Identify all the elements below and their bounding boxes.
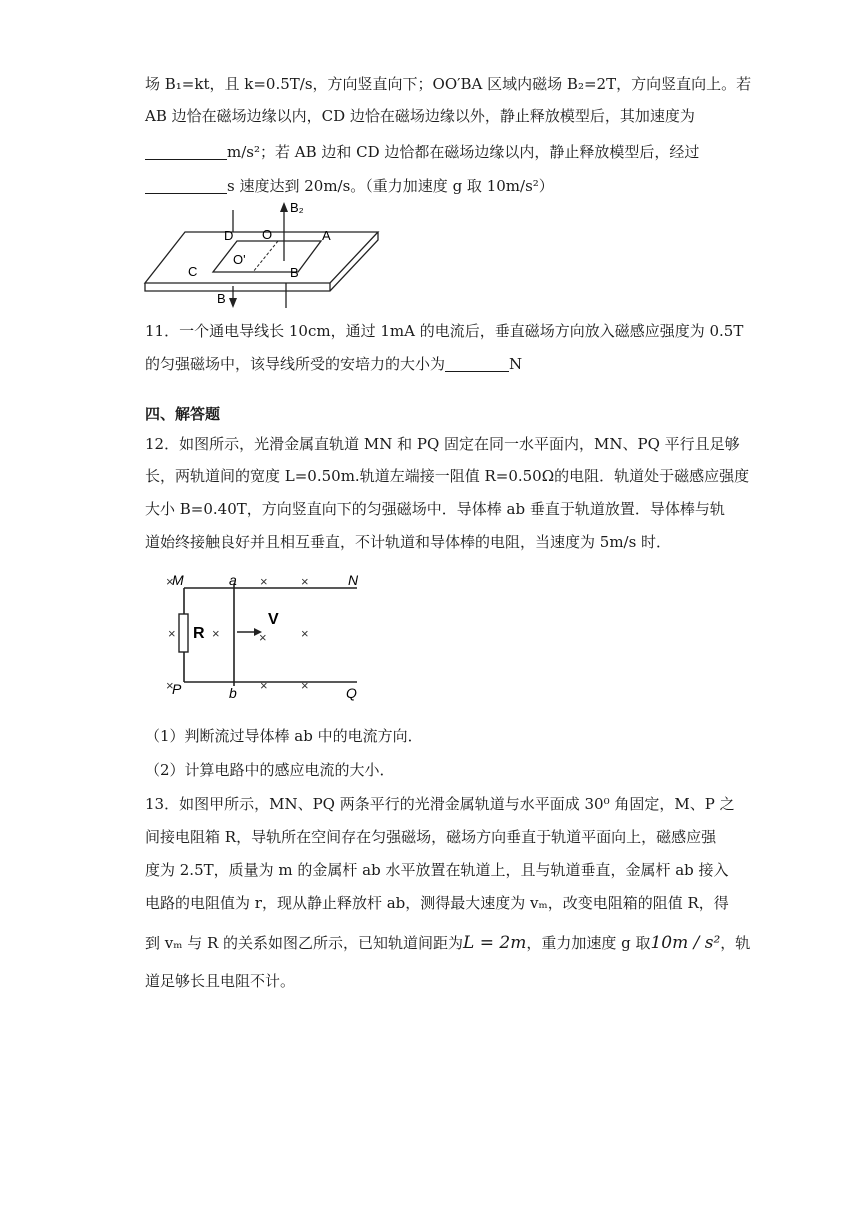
label-b2: B₂ bbox=[290, 200, 304, 215]
q10-text-line-1: 场 B₁=kt，且 k=0.5T/s，方向竖直向下；OO′BA 区域内磁场 B₂=2T，方向竖直向上。若 bbox=[145, 75, 752, 93]
q11-text-line-2 bbox=[145, 354, 522, 374]
label-a: A bbox=[322, 228, 331, 243]
label-b1: B bbox=[217, 291, 226, 306]
field-cross: × bbox=[301, 574, 309, 589]
q13-text-line-2: 间接电阻箱 R，导轨所在空间存在匀强磁场，磁场方向垂直于轨道平面向上，磁感应强 bbox=[145, 828, 717, 846]
q10-text-line-4 bbox=[145, 176, 554, 196]
field-cross: × bbox=[166, 678, 174, 693]
q11-line2-text: 的匀强磁场中，该导线所受的安培力的大小为 bbox=[145, 355, 446, 373]
q10-line3-text: m/s²；若 AB 边和 CD 边恰都在磁场边缘以内，静止释放模型后，经过 bbox=[227, 143, 700, 161]
field-cross: × bbox=[260, 678, 268, 693]
field-cross: × bbox=[212, 626, 220, 641]
q12-text-line-2: 长，两轨道间的宽度 L=0.50m.轨道左端接一阻值 R=0.50Ω的电阻．轨道处于磁感应强度 bbox=[145, 467, 750, 485]
q10-text-line-2: AB 边恰在磁场边缘以内，CD 边恰在磁场边缘以外，静止释放模型后，其加速度为 bbox=[145, 107, 695, 125]
q13-text-line-3: 度为 2.5T，质量为 m 的金属杆 ab 水平放置在轨道上，且与轨道垂直，金属杆 ab 接入 bbox=[145, 861, 729, 879]
q13-text-line-5 bbox=[145, 933, 750, 953]
q12-text-line-4: 道始终接触良好并且相互垂直，不计轨道和导体棒的电阻，当速度为 5m/s 时． bbox=[145, 533, 672, 551]
field-cross: × bbox=[301, 678, 309, 693]
q12-figure-rail-circuit bbox=[162, 566, 372, 704]
answer-blank-ampere-force[interactable] bbox=[445, 355, 509, 372]
label-p: P bbox=[172, 681, 182, 697]
field-cross: × bbox=[168, 626, 176, 641]
field-cross: × bbox=[166, 574, 174, 589]
q12-sub-question-1: （1）判断流过导体棒 ab 中的电流方向． bbox=[145, 727, 423, 745]
q11-text-line-1: 11．一个通电导线长 10cm，通过 1mA 的电流后，垂直磁场方向放入磁感应强度为 0.5T bbox=[145, 322, 744, 340]
resistor-r bbox=[179, 614, 188, 652]
q13-line5-text-b: ，重力加速度 g 取 bbox=[526, 934, 651, 952]
q12-sub-question-2: （2）计算电路中的感应电流的大小． bbox=[145, 761, 395, 779]
label-b: b bbox=[229, 685, 237, 701]
label-v: V bbox=[268, 611, 279, 628]
label-d: D bbox=[224, 228, 234, 243]
label-q: Q bbox=[346, 685, 357, 701]
field-cross: × bbox=[259, 630, 267, 645]
q11-unit: N bbox=[509, 355, 523, 373]
q13-text-line-1: 13．如图甲所示，MN、PQ 两条平行的光滑金属轨道与水平面成 30⁰ 角固定，M、P 之 bbox=[145, 795, 735, 813]
answer-blank-acceleration[interactable] bbox=[145, 143, 227, 160]
q12-text-line-3: 大小 B=0.40T，方向竖直向下的匀强磁场中．导体棒 ab 垂直于轨道放置．导体棒与轨 bbox=[145, 500, 725, 518]
label-o: O bbox=[262, 227, 273, 242]
formula-gravity: 10m / s² bbox=[650, 933, 721, 953]
formula-track-spacing: L = 2m bbox=[463, 933, 527, 953]
field-cross: × bbox=[301, 626, 309, 641]
q13-line5-text-c: ，轨 bbox=[720, 934, 751, 952]
label-r: R bbox=[193, 625, 205, 642]
q13-text-line-6: 道足够长且电阻不计。 bbox=[145, 972, 296, 990]
label-m: M bbox=[172, 572, 184, 588]
q10-figure-magnetic-model bbox=[140, 196, 390, 311]
label-n: N bbox=[348, 572, 359, 588]
field-cross: × bbox=[260, 574, 268, 589]
dashed-line-oo bbox=[253, 241, 278, 272]
label-c: C bbox=[188, 264, 198, 279]
label-o-prime: O' bbox=[233, 252, 246, 267]
section-heading: 四、解答题 bbox=[145, 405, 221, 423]
q12-text-line-1: 12．如图所示，光滑金属直轨道 MN 和 PQ 固定在同一水平面内，MN、PQ 平行且足够 bbox=[145, 435, 740, 453]
label-b-corner: B bbox=[290, 265, 299, 280]
q13-line5-text-a: 到 vₘ 与 R 的关系如图乙所示，已知轨道间距为 bbox=[145, 934, 464, 952]
label-a: a bbox=[229, 572, 237, 588]
model-frame bbox=[213, 241, 321, 272]
answer-blank-time[interactable] bbox=[145, 177, 227, 194]
q10-text-line-3 bbox=[145, 142, 699, 162]
q10-line4-text: s 速度达到 20m/s。（重力加速度 g 取 10m/s²） bbox=[227, 177, 554, 195]
q13-text-line-4: 电路的电阻值为 r，现从静止释放杆 ab，测得最大速度为 vₘ，改变电阻箱的阻值 R，得 bbox=[145, 894, 729, 912]
